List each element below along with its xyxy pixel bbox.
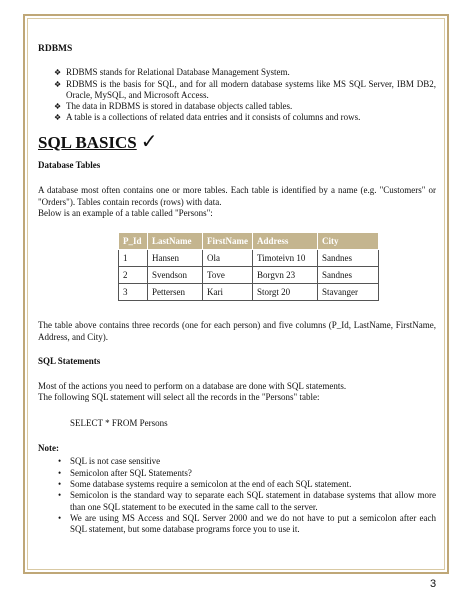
list-item: • We are using MS Access and SQL Server 2000 and we do not have to put a semicolon after each SQL statement, but some database programs force you to use it. [58,512,436,535]
table-cell: Borgvn 23 [252,267,317,284]
statements-paragraph: Most of the actions you need to perform on a database are done with SQL statements. [38,381,347,392]
list-item: • SQL is not case sensitive [58,456,161,467]
list-item: ❖ A table is a collections of related data entries and it consists of columns and rows. [54,112,361,123]
table-cell: Timoteivn 10 [252,250,317,267]
table-cell: Tove [203,267,253,284]
column-header: FirstName [203,233,253,250]
table-row [119,267,379,284]
list-item: • Semicolon is the standard way to separate each SQL statement in database systems that allow more than one SQL statement to be executed in the same call to the server. [58,490,436,512]
list-item: • Some database systems require a semicolon at the end of each SQL statement. [58,478,352,489]
bullet-icon: • [58,456,62,467]
persons-table [118,232,379,301]
column-header: City [317,233,378,250]
list-item: ❖ The data in RDBMS is stored in database objects called tables. [54,101,293,112]
list-item: ❖ RDBMS stands for Relational Database Management System. [54,67,290,78]
bullet-icon: • [58,490,62,501]
table-cell: Storgt 20 [252,284,317,301]
bullet-icon: • [58,467,62,478]
table-cell: Ola [203,250,253,267]
diamond-bullet-icon: ❖ [54,68,62,78]
database-tables-heading: Database Tables [38,160,101,171]
table-cell: Sandnes [317,267,378,284]
table-cell: Sandnes [317,250,378,267]
column-header: Address [252,233,317,250]
tables-paragraph: A database most often contains one or more tables. Each table is identified by a name (e.g. "Customers" or "Orders"). Tables contain records (rows) with data. [38,185,436,207]
list-item: • Semicolon after SQL Statements? [58,467,192,478]
note-heading: Note: [38,443,59,454]
page-content [38,44,436,535]
table-cell: 1 [119,250,148,267]
section-title-rdbms: RDBMS [38,44,73,54]
sql-code: SELECT * FROM Persons [70,417,168,428]
diamond-bullet-icon: ❖ [54,102,62,112]
table-cell: Pettersen [148,284,203,301]
column-header: P_Id [119,233,148,250]
main-title: SQL BASICS ✓ [38,130,158,153]
diamond-bullet-icon: ❖ [54,113,62,123]
bullet-icon: • [58,478,62,489]
note-list [38,456,436,535]
table-cell: 3 [119,284,148,301]
tables-intro: Below is an example of a table called "Persons": [38,207,213,218]
table-cell: Kari [203,284,253,301]
table-cell: 2 [119,267,148,284]
table-cell: Svendson [148,267,203,284]
page-number: 3 [430,578,437,590]
checkmark-icon: ✓ [140,130,158,153]
table-header-row [119,233,379,250]
column-header: LastName [148,233,203,250]
table-row [119,284,379,301]
bullet-icon: • [58,512,62,523]
table-cell: Stavanger [317,284,378,301]
sql-statements-heading: SQL Statements [38,355,101,366]
table-row [119,250,379,267]
table-cell: Hansen [148,250,203,267]
rdbms-list [38,67,436,123]
table-description: The table above contains three records (one for each person) and five columns (P_Id, LastName, FirstName, Address, and City). [38,320,436,342]
list-item: ❖ RDBMS is the basis for SQL, and for all modern database systems like MS SQL Server, IBM DB2, Oracle, MySQL, and Microsoft Access. [54,78,436,100]
diamond-bullet-icon: ❖ [54,79,62,89]
statements-intro: The following SQL statement will select all the records in the "Persons" table: [38,392,320,403]
